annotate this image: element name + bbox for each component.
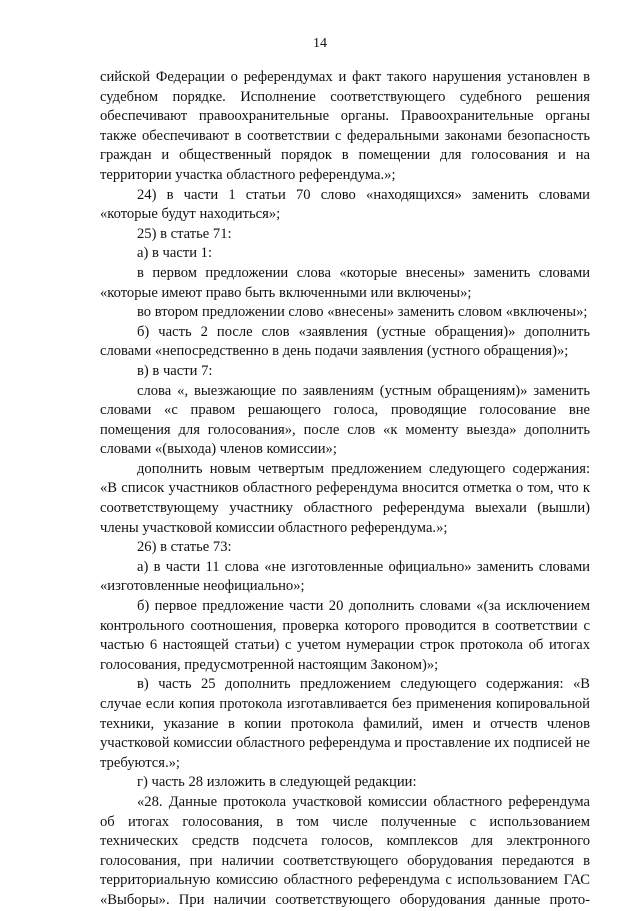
paragraph-26-a: а) в части 11 слова «не изготовленные официально» заменить словами «изготовленные неофициально»; <box>100 558 590 595</box>
document-body <box>100 68 590 911</box>
paragraph-25-v: в) в части 7: <box>137 362 213 379</box>
page-number: 14 <box>313 36 327 51</box>
paragraph-25-a: а) в части 1: <box>137 245 213 262</box>
paragraph-item-26: 26) в статье 73: <box>137 539 232 556</box>
paragraph-25-b: б) часть 2 после слов «заявления (устные обращения)» дополнить словами «непосредственно в день подачи заявления (устного обращения)»; <box>100 323 590 360</box>
paragraph-25-v-new-sentence: дополнить новым четвертым предложением следующего содержания: «В список участников областного референдума вносится отметка о том, что к соответствующему участнику областного референдума выехали (вышли) члены участковой комиссии областного референдума.»; <box>100 460 590 536</box>
paragraph-28-new-text: «28. Данные протокола участковой комиссии областного референдума об итогах голосования, в том числе полученные с использованием технических средств подсчета голосов, комплексов для электронного голосования, при наличии соответствующего оборудования передаются в территориальную комиссию областного референдума с использованием ГАС «Выборы». При наличии соответствующего оборудования данные прото- <box>100 793 590 908</box>
paragraph-26-g: г) часть 28 изложить в следующей редакции: <box>137 774 417 791</box>
paragraph-item-25: 25) в статье 71: <box>137 225 232 242</box>
paragraph-26-v: в) часть 25 дополнить предложением следующего содержания: «В случае если копия протокола изготавливается без применения копировальной техники, указание в копии протокола фамилий, имен и отчеств членов участковой комиссии областного референдума и проставление их подписей не требуются.»; <box>100 676 590 771</box>
paragraph-25-a-first-sentence: в первом предложении слова «которые внесены» заменить словами «которые имеют право быть включенными или включены»; <box>100 264 590 301</box>
paragraph-continuation: сийской Федерации о референдумах и факт такого нарушения установлен в судебном порядке. Исполнение соответствующего судебного решения обеспечивают правоохранительные органы. Правоохранительные органы также обеспечивают в соответствии с федеральными законами безопасность граждан и общественный порядок в помещении для голосования и на территории участка областного референдума.»; <box>100 69 590 183</box>
paragraph-25-v-words: слова «, выезжающие по заявлениям (устным обращениям)» заменить словами «с правом решающего голоса, проводящие голосование вне помещения для голосования», после слов «к моменту выезда» дополнить словами «(выхода) членов комиссии»; <box>100 382 590 458</box>
paragraph-26-b: б) первое предложение части 20 дополнить словами «(за исключением контрольного соотношения, проверка которого проводится в соответствии с частью 6 настоящей статьи) с учетом нумерации строк протокола об итогах голосования, предусмотренной настоящим Законом)»; <box>100 598 590 673</box>
paragraph-item-24: 24) в части 1 статьи 70 слово «находящихся» заменить словами «которые будут находиться»; <box>100 186 590 223</box>
paragraph-25-a-second-sentence: во втором предложении слово «внесены» заменить словом «включены»; <box>137 304 588 321</box>
